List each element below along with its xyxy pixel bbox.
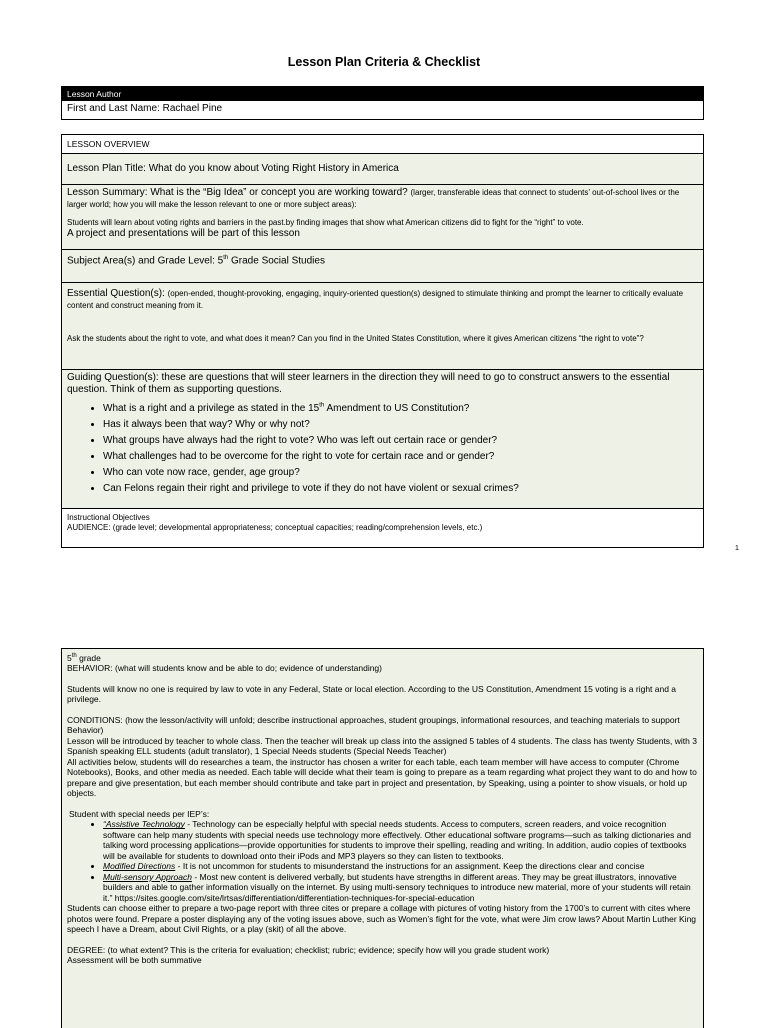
iep-list	[67, 819, 698, 903]
page-number: 1	[735, 545, 739, 552]
lesson-author-box	[61, 86, 704, 120]
subject-row	[62, 250, 703, 283]
lesson-overview-box	[61, 134, 704, 548]
iep-item-title: “Assistive Technology	[103, 819, 185, 830]
guiding-label: Guiding Question(s): these are questions that will steer learners in the direction they will need to go to construct answers to the essential question. Think of them as supporting questions.	[67, 372, 670, 395]
lesson-plan-title: Lesson Plan Title: What do you know about Voting Right History in America	[67, 163, 399, 174]
essential-question-row	[62, 283, 703, 370]
lesson-overview-header: LESSON OVERVIEW	[62, 135, 703, 154]
author-name-line: First and Last Name: Rachael Pine	[67, 103, 223, 114]
lesson-author-header: Lesson Author	[62, 87, 703, 101]
grade-prefix: 5	[67, 652, 72, 663]
page-title: Lesson Plan Criteria & Checklist	[287, 55, 481, 69]
iep-item-title: Modified Directions	[103, 861, 176, 872]
guiding-item: • What groups have always had the right to vote? Who was left out certain race or gender?	[103, 433, 698, 449]
conditions-text1: Lesson will be introduced by teacher to whole class. Then the teacher will break up class into the assigned 5 tables of 4 students. The class has twenty Students, with 3 Spanish speaking ELL students (adult translator), 1 Special Needs students (Special Needs Teacher)	[67, 735, 697, 757]
guiding-item-text: What is a right and a privilege as stated in the 15th Amendment to US Constitution?	[103, 403, 470, 415]
iep-item	[103, 872, 698, 904]
guiding-item: • Has it always been that way? Why or why not?	[103, 417, 698, 433]
essential-text: Ask the students about the right to vote, and what does it mean? Can you find in the United States Constitution, where it gives American citizens “the right to vote”?	[67, 334, 644, 343]
iep-label: Student with special needs per IEP’s:	[69, 808, 210, 819]
choice-text: Students can choose either to prepare a two-page report with three cites or prepare a collage with pictures of voting history from the 1700’s to current with cites where photos were found. Prepare a poster displaying any of the voting issues above, such as Women’s fight for the vote, what were Jim crow laws? About Martin Luther King speech I have a Dream, about Civil Rights, or a play (skit) of all the above.	[67, 903, 697, 935]
conditions-text2: All activities below, students will do researches a team, the instructor has chosen a writer for each table, each team member will have access to computer (Chrome Notebooks), Books, and other media as needed. Each table will decide what their team is going to prepare as a team regarding what project they want to do and how to prepare and give presentation, but each member should contribute and take part in project and presentation, by Speaking, using a pointer to show visuals, or hold up objects.	[67, 756, 697, 799]
objectives-row	[62, 509, 703, 547]
grade-sup: th	[71, 653, 77, 659]
lesson-summary-label: Lesson Summary: What is the “Big Idea” or concept you are working toward?	[67, 187, 408, 198]
audience-label: AUDIENCE: (grade level; developmental appropriateness; conceptual capacities; reading/comprehension levels, etc.)	[67, 523, 483, 532]
guiding-list	[67, 398, 698, 497]
objectives-continued-box	[61, 648, 704, 1028]
essential-label: Essential Question(s):	[67, 288, 165, 299]
behavior-label: BEHAVIOR: (what will students know and be able to do; evidence of understanding)	[67, 663, 382, 674]
guiding-question-row	[62, 370, 703, 509]
essential-desc: (open-ended, thought-provoking, engaging, inquiry-oriented question(s) designed to stimulate thinking and prompt the learner to critically evaluate content and construct meaning from it.	[67, 289, 684, 310]
guiding-item: • Who can vote now race, gender, age group?	[103, 465, 698, 481]
subject-prefix: Subject Area(s) and Grade Level: 5	[67, 255, 224, 267]
lesson-summary-text2: A project and presentations will be part of this lesson	[67, 228, 300, 239]
grade-suffix: grade	[76, 652, 101, 663]
lesson-summary-row	[62, 185, 703, 250]
lesson-summary-desc: (larger, transferable ideas that connect to students’ out-of-school lives or the larger world; how you will make the lesson relevant to one or more subject areas):	[67, 188, 680, 209]
guiding-item: • Can Felons regain their right and privilege to vote if they do not have violent or sexual crimes?	[103, 481, 698, 497]
iep-item-title: Multi-sensory Approach	[103, 871, 192, 882]
assessment-text: Assessment will be both summative	[67, 955, 202, 966]
conditions-label: CONDITIONS: (how the lesson/activity will unfold; describe instructional approaches, student groupings, informational resources, and teaching materials to support Behavior)	[67, 714, 680, 736]
iep-item	[103, 861, 698, 872]
degree-label: DEGREE: (to what extent? This is the criteria for evaluation; checklist; rubric; evidence; specify how will you grade student work)	[67, 944, 550, 955]
lesson-plan-title-row	[62, 154, 703, 185]
lesson-summary-text1: Students will learn about voting rights and barriers in the past.by finding images that show what American citizens did to fight for the “right” to vote.	[67, 218, 584, 227]
behavior-text: Students will know no one is required by law to vote in any Federal, State or local election. According to the US Constitution, Amendment 15 voting is a right and a privilege.	[67, 683, 677, 705]
iep-item	[103, 819, 698, 861]
objectives-label: Instructional Objectives	[67, 513, 150, 522]
guiding-item: • What challenges had to be overcome for the right to vote for certain race and or gender?	[103, 449, 698, 465]
subject-suffix: Grade Social Studies	[228, 255, 325, 267]
guiding-item	[103, 398, 698, 417]
iep-item-text: - Most new content is delivered verbally, but students have strengths in different areas. They may be great illustrators, innovative builders and able to gather information visually on the internet. By using multi-sensory techniques to introduce new material, more of your students will retain it.” https://sites.google.com/site/lrtsas/differentiation/differentiation-techniques-for-special-education	[103, 871, 691, 903]
subject-sup: th	[223, 255, 229, 261]
iep-item-text: - It is not uncommon for students to misunderstand the instructions for an assignment. Keep the directions clear and concise	[175, 861, 645, 872]
iep-item-text: - Technology can be especially helpful with special needs students. Access to computers, screen readers, and voice recognition software can help many students with special needs use technology more effectively. Other educational software programs—such as talking dictionaries and talking word processing applications—provide opportunities for students to improve their spelling, reading and writing. In addition, audio copies of textbooks will be available for students to download onto their iPods and MP3 players so they can listen to textbooks.	[103, 819, 691, 861]
